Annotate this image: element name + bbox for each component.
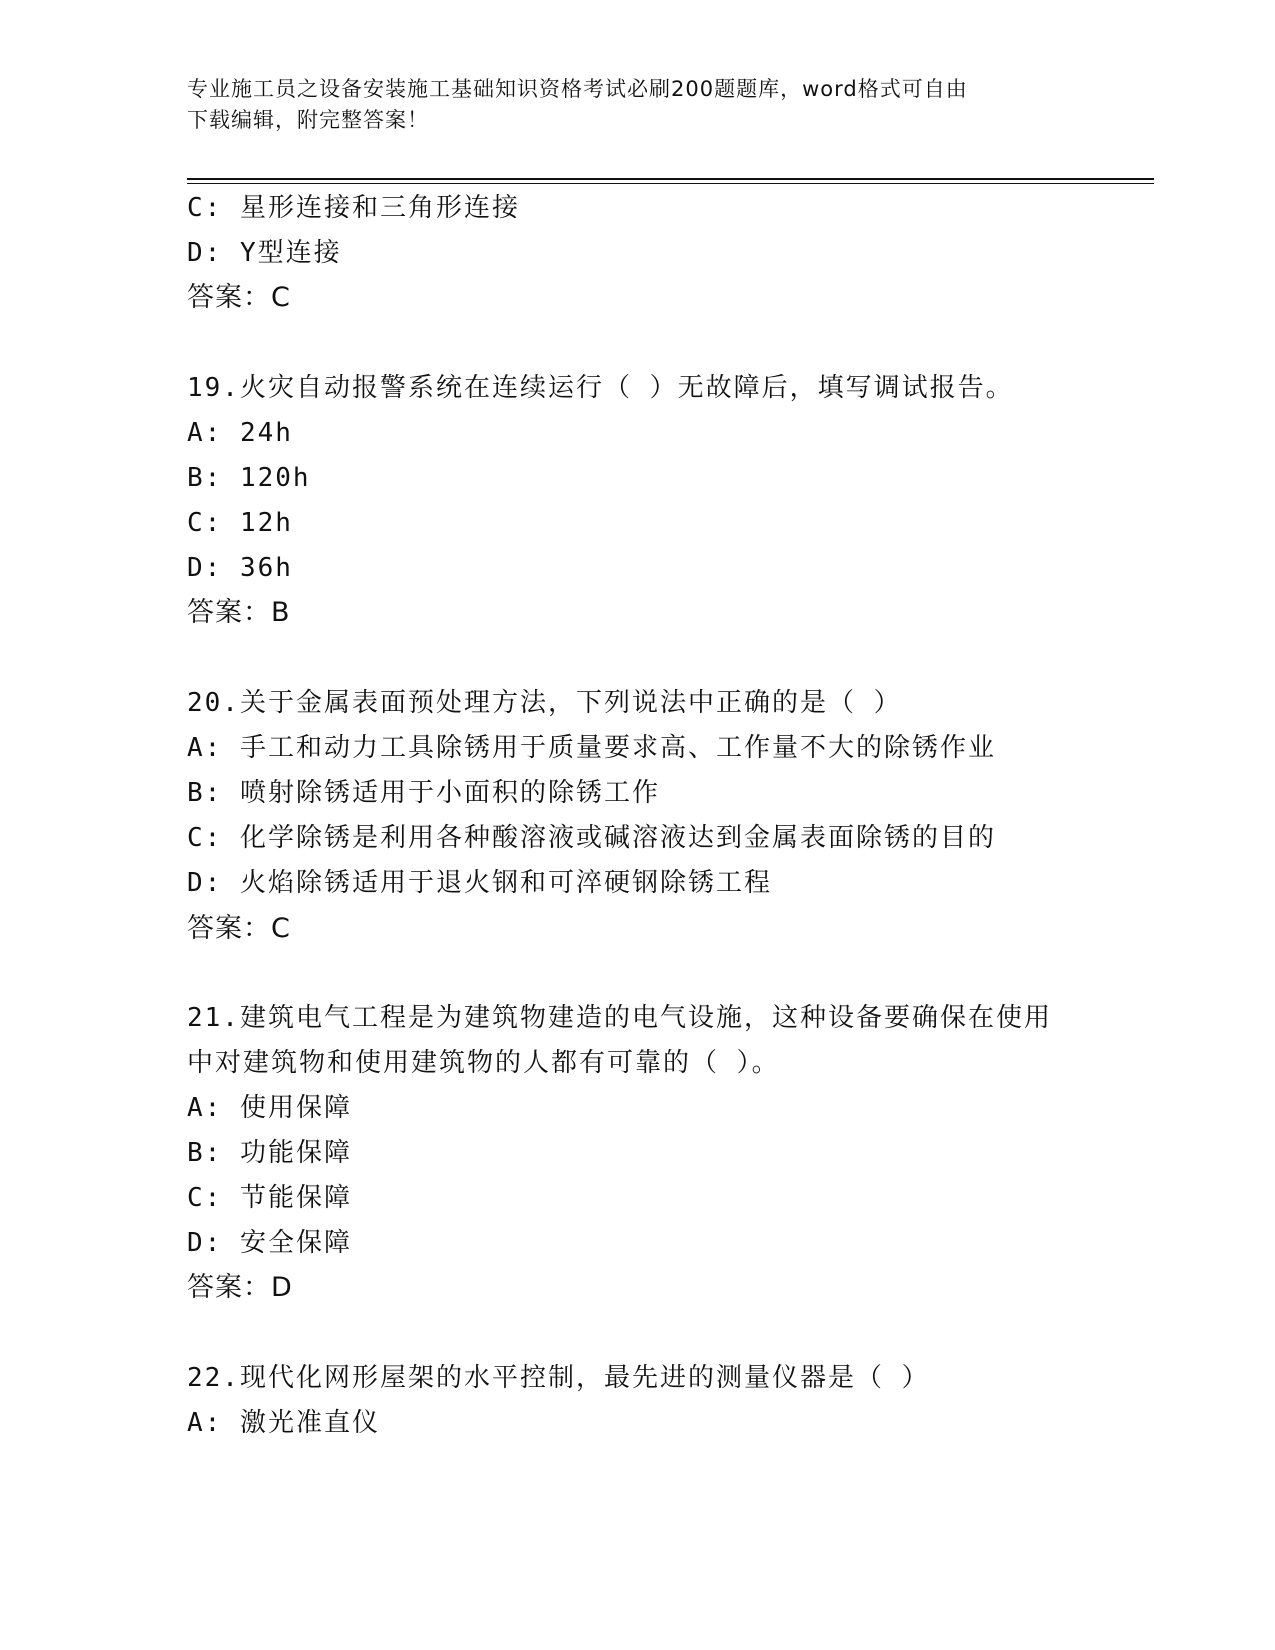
header-divider-thin [187,183,1154,184]
q19-answer: 答案：B [187,597,291,628]
q22-option-a: A: 激光准直仪 [187,1408,380,1438]
header-line-1: 专业施工员之设备安装施工基础知识资格考试必刷200题题库，word格式可自由 [187,77,968,101]
q20-option-a: A: 手工和动力工具除锈用于质量要求高、工作量不大的除锈作业 [187,733,996,763]
q20-option-d: D: 火焰除锈适用于退火钢和可淬硬钢除锈工程 [187,868,772,898]
q20-option-c: C: 化学除锈是利用各种酸溶液或碱溶液达到金属表面除锈的目的 [187,823,996,853]
q20-option-b: B: 喷射除锈适用于小面积的除锈工作 [187,778,660,808]
header-divider-thick [187,178,1154,180]
q21-answer: 答案：D [187,1272,293,1303]
q21-option-a: A: 使用保障 [187,1093,352,1123]
q19-option-b: B: 120h [187,463,311,493]
q21-option-c: C: 节能保障 [187,1183,352,1213]
q19-option-a: A: 24h [187,418,293,448]
q21-option-d: D: 安全保障 [187,1228,352,1258]
q19-option-d: D: 36h [187,553,293,583]
prev-option-d: D: Y型连接 [187,238,342,268]
q20-answer: 答案：C [187,913,291,944]
q22-stem: 22.现代化网形屋架的水平控制，最先进的测量仪器是（ ） [187,1363,930,1393]
q20-stem: 20.关于金属表面预处理方法，下列说法中正确的是（ ） [187,688,902,718]
q21-option-b: B: 功能保障 [187,1138,352,1168]
header-line-2: 下载编辑，附完整答案！ [187,108,429,132]
q19-option-c: C: 12h [187,508,293,538]
q21-stem-line-1: 21.建筑电气工程是为建筑物建造的电气设施，这种设备要确保在使用 [187,1003,1052,1033]
q21-stem-line-2: 中对建筑物和使用建筑物的人都有可靠的（ ）。 [187,1048,780,1078]
document-header [187,74,1087,136]
q19-stem: 19.火灾自动报警系统在连续运行（ ）无故障后，填写调试报告。 [187,373,1014,403]
prev-option-c: C: 星形连接和三角形连接 [187,193,520,223]
prev-answer: 答案：C [187,282,291,313]
